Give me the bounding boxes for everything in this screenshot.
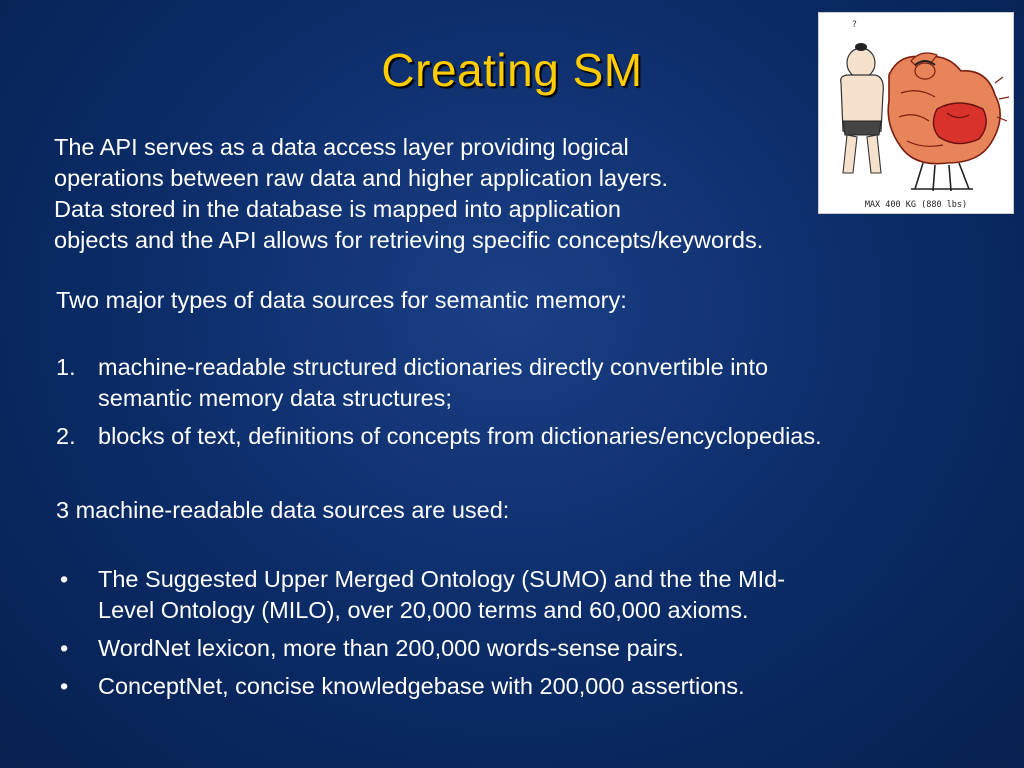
sources-heading: Two major types of data sources for semantic memory: [56, 287, 627, 313]
intro-line: The API serves as a data access layer providing logical [54, 134, 629, 160]
intro-line: Data stored in the database is mapped into application [54, 196, 621, 222]
item-line: machine-readable structured dictionaries directly convertible into [98, 354, 769, 380]
bullet-item [56, 564, 1006, 626]
item-line: WordNet lexicon, more than 200,000 words-sense pairs. [98, 635, 685, 661]
item-line: Level Ontology (MILO), over 20,000 terms and 60,000 axioms. [98, 597, 749, 623]
slide-title: Creating SM [381, 44, 643, 96]
bullet-item [56, 671, 1006, 702]
bullet-list [56, 564, 1006, 709]
item-line: The Suggested Upper Merged Ontology (SUMO) and the the MId- [98, 566, 786, 592]
list-number: 2. [56, 423, 76, 449]
used-sources-heading: 3 machine-readable data sources are used: [56, 497, 510, 523]
intro-line: objects and the API allows for retrieving specific concepts/keywords. [54, 227, 764, 253]
bullet-icon: • [60, 566, 69, 592]
sumo-cartoon-image [818, 12, 1014, 214]
intro-line: operations between raw data and higher application layers. [54, 165, 669, 191]
item-line: ConceptNet, concise knowledgebase with 200,000 assertions. [98, 673, 745, 699]
question-mark-text: ? [852, 20, 857, 30]
bullet-item [56, 633, 1006, 664]
sumo-cartoon-illustration [819, 13, 1013, 213]
bullet-icon: • [60, 635, 69, 661]
numbered-item [56, 352, 1006, 414]
numbered-list [56, 352, 1006, 459]
item-line: semantic memory data structures; [98, 385, 452, 411]
bullet-icon: • [60, 673, 69, 699]
list-number: 1. [56, 354, 76, 380]
item-line: blocks of text, definitions of concepts from dictionaries/encyclopedias. [98, 423, 822, 449]
numbered-item [56, 421, 1006, 452]
cartoon-caption: MAX 400 KG (880 lbs) [864, 200, 968, 210]
